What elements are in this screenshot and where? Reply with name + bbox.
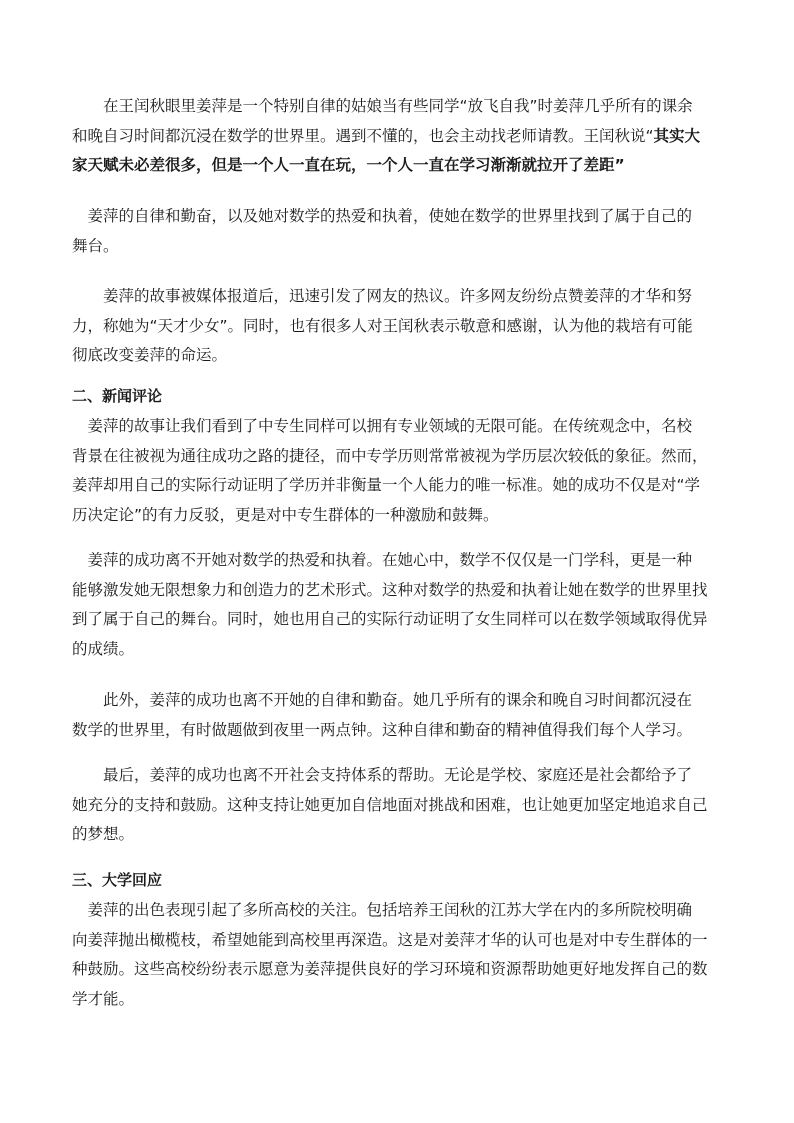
section2-paragraph-1	[72, 412, 722, 530]
paragraph-line: 彻底改变姜萍的命运。	[72, 346, 228, 364]
section-heading: 二、新闻评论	[72, 387, 163, 405]
paragraph-line: 她充分的支持和鼓励。这种支持让她更加自信地面对挑战和困难，也让她更加坚定地追求自己	[72, 795, 708, 814]
paragraph-line: 背景在往被视为通往成功之路的捷径，而中专学历则常常被视为学历层次较低的象征。然而，	[72, 446, 708, 465]
section3-paragraph-1	[72, 896, 722, 1014]
paragraph-line: 力，称她为“天才少女”。同时，也有很多人对王闰秋表示敬意和感谢，认为他的栽培有可能	[72, 316, 693, 335]
paragraph-line: 能够激发她无限想象力和创造力的艺术形式。这种对数学的热爱和执着让她在数学的世界里找	[72, 580, 708, 599]
paragraph-line: 舞台。	[72, 236, 119, 255]
paragraph-line: 此外，姜萍的成功也离不开她的自律和勤奋。她几乎所有的课余和晚自习时间都沉浸在	[72, 691, 693, 709]
paragraph-line: 向姜萍抛出橄榄枝，希望她能到高校里再深造。这是对姜萍才华的认可也是对中专生群体的一	[72, 930, 708, 949]
bold-quote-line: 家天赋未必差很多，但是一个人一直在玩，一个人一直在学习渐渐就拉开了差距”	[72, 156, 625, 174]
paragraph-line: 到了属于自己的舞台。同时，她也用自己的实际行动证明了女生同样可以在数学领域取得优异	[72, 610, 708, 628]
section-heading-news-comment	[72, 382, 722, 412]
paragraph-line: 姜萍的故事让我们看到了中专生同样可以拥有专业领域的无限可能。在传统观念中，名校	[72, 417, 693, 435]
paragraph-line: 最后，姜萍的成功也离不开社会支持体系的帮助。无论是学校、家庭还是社会都给予了	[72, 766, 693, 784]
section-heading: 三、大学回应	[72, 871, 163, 889]
text-run: 和晚自习时间都沉浸在数学的世界里。遇到不懂的，也会主动找老师请教。王闰秋说“	[72, 126, 654, 145]
bold-quote-run: 其实大	[653, 126, 701, 145]
paragraph-line: 数学的世界里，有时做题做到夜里一两点钟。这种自律和勤奋的精神值得我们每个人学习。	[72, 720, 693, 739]
paragraph-line: 姜萍的故事被媒体报道后，迅速引发了网友的热议。许多网友纷纷点赞姜萍的才华和努	[72, 287, 693, 305]
paragraph-line: 姜萍却用自己的实际行动证明了学历并非衡量一个人能力的唯一标准。她的成功不仅是对“学	[72, 476, 701, 494]
paragraph-line: 历决定论”的有力反驳，更是对中专生群体的一种激励和鼓舞。	[72, 505, 499, 524]
section-heading-university-response	[72, 866, 722, 896]
paragraph-2	[72, 202, 722, 261]
paragraph-1	[72, 92, 722, 181]
paragraph-line	[72, 122, 722, 152]
paragraph-line: 在王闰秋眼里姜萍是一个特别自律的姑娘当有些同学“放飞自我”时姜萍几乎所有的课余	[72, 97, 693, 115]
paragraph-line: 姜萍的成功离不开她对数学的热爱和执着。在她心中，数学不仅仅是一门学科，更是一种	[72, 551, 693, 569]
paragraph-line: 姜萍的出色表现引起了多所高校的关注。包括培养王闰秋的江苏大学在内的多所院校明确	[72, 901, 693, 919]
paragraph-line: 的梦想。	[72, 825, 135, 843]
section2-paragraph-3	[72, 686, 722, 745]
paragraph-line: 姜萍的自律和勤奋，以及她对数学的热爱和执着，使她在数学的世界里找到了属于自己的	[72, 207, 693, 225]
paragraph-line: 的成绩。	[72, 639, 135, 658]
paragraph-line: 学才能。	[72, 989, 135, 1008]
section2-paragraph-2	[72, 546, 722, 664]
section2-paragraph-4	[72, 761, 722, 850]
paragraph-line: 种鼓励。这些高校纷纷表示愿意为姜萍提供良好的学习环境和资源帮助她更好地发挥自己的数	[72, 960, 708, 978]
paragraph-3	[72, 282, 722, 371]
